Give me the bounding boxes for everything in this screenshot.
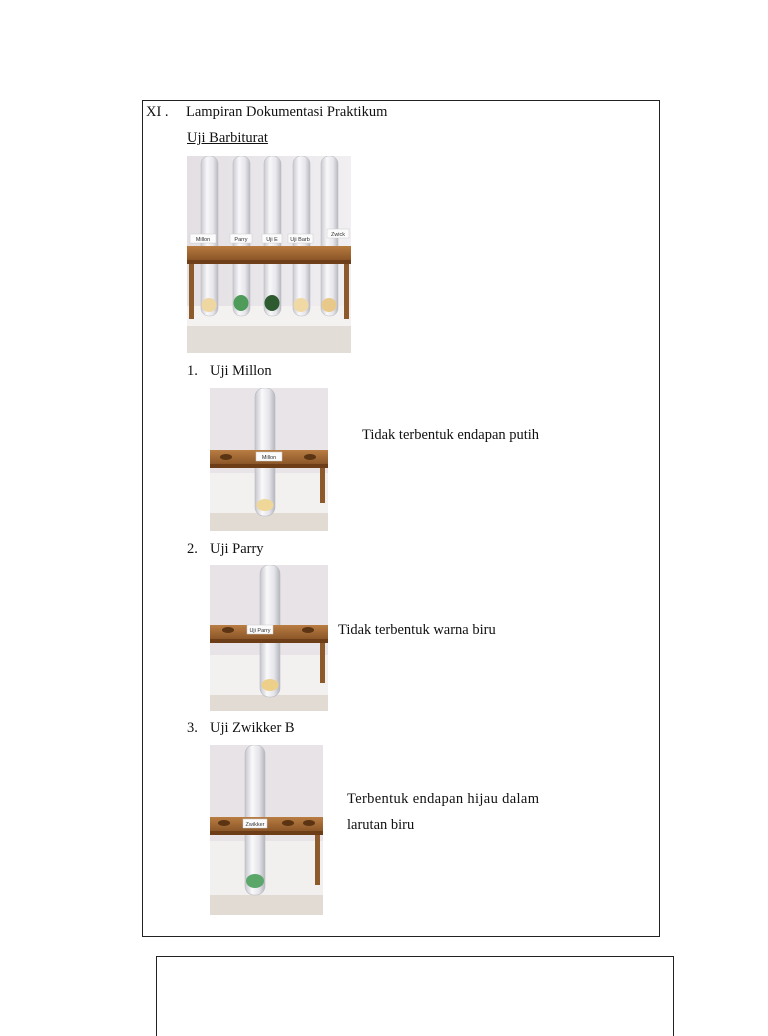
test-3-photo bbox=[210, 745, 323, 915]
test-1-photo bbox=[210, 388, 328, 531]
test-3-result-line-2: larutan biru bbox=[347, 817, 415, 833]
main-tube-label-2: Parry bbox=[234, 237, 248, 243]
test-2-result: Tidak terbentuk warna biru bbox=[338, 622, 496, 638]
test-3-result-line-1: Terbentuk endapan hijau dalam bbox=[347, 791, 540, 807]
main-tube-label-4: Uji Barb bbox=[290, 237, 310, 243]
test-3-name: Uji Zwikker B bbox=[210, 720, 295, 736]
subtitle: Uji Barbiturat bbox=[187, 130, 268, 146]
test-3-number: 3. bbox=[187, 720, 198, 736]
test-2-liquid bbox=[262, 679, 279, 691]
test-2-photo bbox=[210, 565, 328, 711]
test-1-result: Tidak terbentuk endapan putih bbox=[362, 427, 540, 443]
test-1-liquid bbox=[257, 499, 274, 511]
section-number: XI . bbox=[146, 104, 169, 120]
main-tube-label-3: Uji E bbox=[266, 237, 278, 243]
section-title: Lampiran Dokumentasi Praktikum bbox=[186, 104, 388, 120]
test-3-tube-label: Zwikker bbox=[245, 822, 265, 828]
test-1-number: 1. bbox=[187, 363, 198, 379]
test-3-liquid bbox=[246, 874, 264, 888]
main-tube-label-5: Zwick bbox=[330, 232, 346, 238]
main-tubes-photo bbox=[187, 156, 351, 353]
main-tube-label-1: Millon bbox=[195, 237, 211, 243]
next-frame bbox=[156, 956, 674, 1036]
test-1-name: Uji Millon bbox=[210, 363, 272, 379]
test-3-result bbox=[347, 786, 539, 838]
test-2-tube-label: Uji Parry bbox=[249, 628, 271, 634]
test-2-name: Uji Parry bbox=[210, 541, 264, 557]
test-1-tube-label: Millon bbox=[261, 455, 277, 461]
test-2-number: 2. bbox=[187, 541, 198, 557]
